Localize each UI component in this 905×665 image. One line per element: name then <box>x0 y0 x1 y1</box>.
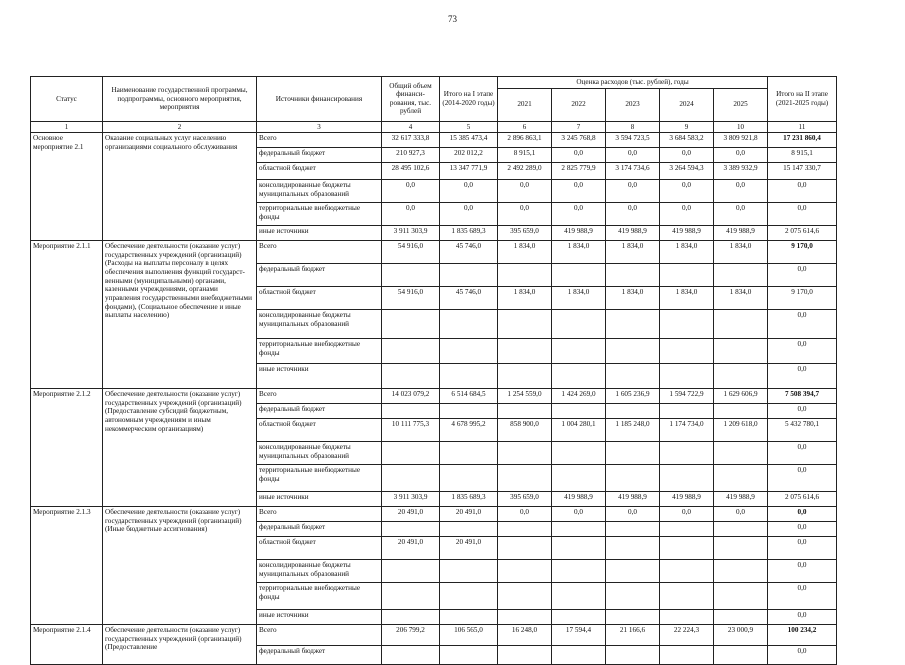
value-cell: 395 659,0 <box>498 226 552 241</box>
value-cell: 0,0 <box>768 583 837 610</box>
source-cell: иные источники <box>257 364 382 389</box>
value-cell: 419 988,9 <box>660 226 714 241</box>
value-cell <box>498 583 552 610</box>
value-cell: 419 988,9 <box>660 492 714 507</box>
value-cell: 0,0 <box>552 507 606 522</box>
value-cell: 2 492 289,0 <box>498 163 552 180</box>
header-row <box>31 77 837 89</box>
value-cell: 3 684 583,2 <box>660 133 714 148</box>
value-cell <box>714 646 768 665</box>
name-cell: Оказание социальных услуг населению организациями социального обслуживания <box>103 133 257 241</box>
value-cell <box>660 465 714 492</box>
value-cell: 0,0 <box>660 203 714 226</box>
value-cell <box>440 264 498 287</box>
table-row <box>31 389 837 404</box>
source-cell: консолидированные бюджеты муниципальных образований <box>257 442 382 465</box>
value-cell: 0,0 <box>768 180 837 203</box>
source-cell: консолидированные бюджеты муниципальных образований <box>257 560 382 583</box>
source-cell: территориальные внебюджетные фонды <box>257 203 382 226</box>
value-cell: 3 389 932,9 <box>714 163 768 180</box>
value-cell <box>552 339 606 364</box>
value-cell <box>552 310 606 339</box>
value-cell: 0,0 <box>660 148 714 163</box>
value-cell: 0,0 <box>660 507 714 522</box>
value-cell <box>382 264 440 287</box>
value-cell: 23 000,9 <box>714 625 768 646</box>
value-cell <box>552 610 606 625</box>
value-cell <box>498 404 552 419</box>
value-cell: 419 988,9 <box>552 226 606 241</box>
value-cell: 54 916,0 <box>382 241 440 264</box>
name-cell: Обеспечение деятельности (оказание услуг) государственных учреждений (организаций) (Предоставление субсидий бюджетным, автономным учреждениям и иным некоммерческим организациям) <box>103 389 257 507</box>
value-cell: 0,0 <box>768 537 837 560</box>
value-cell <box>440 442 498 465</box>
value-cell: 0,0 <box>714 507 768 522</box>
source-cell: консолидированные бюджеты муниципальных образований <box>257 310 382 339</box>
source-cell: Всего <box>257 507 382 522</box>
value-cell: 3 809 921,8 <box>714 133 768 148</box>
value-cell <box>498 610 552 625</box>
value-cell: 32 617 333,8 <box>382 133 440 148</box>
value-cell: 0,0 <box>768 203 837 226</box>
value-cell: 16 248,0 <box>498 625 552 646</box>
value-cell: 1 834,0 <box>552 241 606 264</box>
header-year: 2022 <box>552 88 606 121</box>
value-cell: 0,0 <box>382 180 440 203</box>
value-cell: 5 432 780,1 <box>768 419 837 442</box>
value-cell <box>552 537 606 560</box>
source-cell: иные источники <box>257 492 382 507</box>
value-cell: 0,0 <box>714 148 768 163</box>
value-cell: 20 491,0 <box>382 507 440 522</box>
value-cell: 0,0 <box>768 404 837 419</box>
value-cell <box>552 364 606 389</box>
value-cell <box>498 560 552 583</box>
source-cell: территориальные внебюджетные фонды <box>257 339 382 364</box>
value-cell: 419 988,9 <box>606 226 660 241</box>
status-cell: Основное мероприятие 2.1 <box>31 133 103 241</box>
value-cell: 45 746,0 <box>440 287 498 310</box>
value-cell <box>498 522 552 537</box>
value-cell <box>382 560 440 583</box>
value-cell: 28 495 102,6 <box>382 163 440 180</box>
value-cell <box>440 583 498 610</box>
value-cell <box>498 364 552 389</box>
column-index: 9 <box>660 121 714 132</box>
source-cell: федеральный бюджет <box>257 148 382 163</box>
value-cell: 20 491,0 <box>440 537 498 560</box>
value-cell: 0,0 <box>440 180 498 203</box>
source-cell: иные источники <box>257 610 382 625</box>
column-index: 8 <box>606 121 660 132</box>
value-cell <box>440 522 498 537</box>
header-total-volume: Общий объем финанси-рования, тыс. рублей <box>382 77 440 122</box>
source-cell: Всего <box>257 389 382 404</box>
value-cell: 206 799,2 <box>382 625 440 646</box>
value-cell: 1 834,0 <box>606 287 660 310</box>
value-cell: 17 231 860,4 <box>768 133 837 148</box>
value-cell <box>714 264 768 287</box>
name-cell: Обеспечение деятельности (оказание услуг) государственных учреждений (организаций) (Предоставление <box>103 625 257 665</box>
value-cell <box>606 610 660 625</box>
source-cell: областной бюджет <box>257 537 382 560</box>
value-cell: 1 004 280,1 <box>552 419 606 442</box>
value-cell: 14 023 079,2 <box>382 389 440 404</box>
value-cell: 1 605 236,9 <box>606 389 660 404</box>
source-cell: областной бюджет <box>257 163 382 180</box>
table-row <box>31 507 837 522</box>
column-index-row <box>31 121 837 132</box>
value-cell: 419 988,9 <box>714 492 768 507</box>
column-index: 4 <box>382 121 440 132</box>
value-cell: 13 347 771,9 <box>440 163 498 180</box>
value-cell <box>382 442 440 465</box>
value-cell: 210 927,3 <box>382 148 440 163</box>
value-cell: 1 834,0 <box>498 287 552 310</box>
value-cell <box>660 583 714 610</box>
value-cell: 3 911 303,9 <box>382 226 440 241</box>
table-row <box>31 241 837 264</box>
column-index: 3 <box>257 121 382 132</box>
value-cell: 17 594,4 <box>552 625 606 646</box>
value-cell: 858 900,0 <box>498 419 552 442</box>
value-cell: 54 916,0 <box>382 287 440 310</box>
page-number: 73 <box>448 14 457 24</box>
value-cell: 4 678 995,2 <box>440 419 498 442</box>
value-cell <box>714 364 768 389</box>
value-cell <box>714 537 768 560</box>
column-index: 10 <box>714 121 768 132</box>
value-cell: 1 834,0 <box>498 241 552 264</box>
source-cell: федеральный бюджет <box>257 646 382 665</box>
value-cell <box>552 465 606 492</box>
value-cell: 21 166,6 <box>606 625 660 646</box>
value-cell <box>606 339 660 364</box>
value-cell: 8 915,1 <box>768 148 837 163</box>
value-cell <box>498 442 552 465</box>
value-cell: 419 988,9 <box>714 226 768 241</box>
source-cell: Всего <box>257 133 382 148</box>
value-cell: 1 834,0 <box>552 287 606 310</box>
source-cell: областной бюджет <box>257 287 382 310</box>
value-cell <box>382 522 440 537</box>
source-cell: иные источники <box>257 226 382 241</box>
header-year: 2024 <box>660 88 714 121</box>
value-cell: 0,0 <box>768 560 837 583</box>
value-cell <box>552 646 606 665</box>
source-cell: территориальные внебюджетные фонды <box>257 583 382 610</box>
value-cell: 419 988,9 <box>552 492 606 507</box>
value-cell <box>382 465 440 492</box>
value-cell <box>660 339 714 364</box>
value-cell <box>606 560 660 583</box>
value-cell <box>714 610 768 625</box>
value-cell: 2 075 614,6 <box>768 492 837 507</box>
source-cell: территориальные внебюджетные фонды <box>257 465 382 492</box>
value-cell: 1 174 734,0 <box>660 419 714 442</box>
header-year: 2021 <box>498 88 552 121</box>
value-cell <box>498 264 552 287</box>
value-cell <box>714 310 768 339</box>
value-cell <box>714 465 768 492</box>
value-cell: 0,0 <box>498 180 552 203</box>
value-cell: 1 834,0 <box>606 241 660 264</box>
value-cell: 3 174 734,6 <box>606 163 660 180</box>
value-cell: 0,0 <box>498 507 552 522</box>
status-cell: Мероприятие 2.1.3 <box>31 507 103 625</box>
value-cell: 0,0 <box>660 180 714 203</box>
value-cell: 395 659,0 <box>498 492 552 507</box>
value-cell: 0,0 <box>714 180 768 203</box>
value-cell: 15 147 330,7 <box>768 163 837 180</box>
value-cell <box>498 646 552 665</box>
value-cell: 2 896 863,1 <box>498 133 552 148</box>
value-cell <box>552 522 606 537</box>
header-year: 2023 <box>606 88 660 121</box>
value-cell <box>552 264 606 287</box>
value-cell <box>440 646 498 665</box>
value-cell <box>606 310 660 339</box>
value-cell: 9 170,0 <box>768 241 837 264</box>
value-cell: 0,0 <box>768 442 837 465</box>
value-cell: 0,0 <box>768 610 837 625</box>
value-cell: 8 915,1 <box>498 148 552 163</box>
value-cell <box>606 364 660 389</box>
status-cell: Мероприятие 2.1.4 <box>31 625 103 665</box>
value-cell: 1 835 689,3 <box>440 492 498 507</box>
name-cell: Обеспечение деятельности (оказание услуг) государственных учреждений (организаций) (Расходы на выплаты персоналу в целях обеспечения выполнения функций государст-венными (муниципальными) органами, казенными учреждениями, органами управления государственными внебюджетными фондами), (Социальное обеспечение и иные выплаты населению) <box>103 241 257 389</box>
source-cell: Всего <box>257 625 382 646</box>
value-cell <box>660 537 714 560</box>
value-cell: 1 835 689,3 <box>440 226 498 241</box>
value-cell <box>552 560 606 583</box>
value-cell: 0,0 <box>714 203 768 226</box>
value-cell: 3 911 303,9 <box>382 492 440 507</box>
value-cell <box>660 404 714 419</box>
value-cell: 22 224,3 <box>660 625 714 646</box>
value-cell: 0,0 <box>768 264 837 287</box>
value-cell: 2 825 779,9 <box>552 163 606 180</box>
value-cell <box>606 442 660 465</box>
value-cell: 1 424 269,0 <box>552 389 606 404</box>
table-body <box>31 133 837 665</box>
value-cell: 100 234,2 <box>768 625 837 646</box>
value-cell <box>382 646 440 665</box>
header-stage2: Итого на II этапе (2021-2025 годы) <box>768 77 837 122</box>
value-cell <box>660 364 714 389</box>
header-estimate: Оценка расходов (тыс. рублей), годы <box>498 77 768 89</box>
value-cell <box>606 583 660 610</box>
value-cell <box>660 560 714 583</box>
source-cell: федеральный бюджет <box>257 404 382 419</box>
value-cell: 0,0 <box>552 203 606 226</box>
value-cell: 1 629 606,9 <box>714 389 768 404</box>
value-cell: 3 264 594,3 <box>660 163 714 180</box>
value-cell: 0,0 <box>552 148 606 163</box>
value-cell: 6 514 684,5 <box>440 389 498 404</box>
table-row <box>31 625 837 646</box>
column-index: 6 <box>498 121 552 132</box>
value-cell <box>382 310 440 339</box>
value-cell <box>498 537 552 560</box>
value-cell <box>606 465 660 492</box>
value-cell: 0,0 <box>606 507 660 522</box>
column-index: 2 <box>103 121 257 132</box>
value-cell: 1 834,0 <box>660 287 714 310</box>
value-cell: 3 594 723,5 <box>606 133 660 148</box>
value-cell: 1 594 722,9 <box>660 389 714 404</box>
value-cell <box>714 442 768 465</box>
value-cell: 0,0 <box>606 148 660 163</box>
value-cell <box>498 339 552 364</box>
value-cell: 0,0 <box>768 465 837 492</box>
value-cell: 106 565,0 <box>440 625 498 646</box>
value-cell <box>606 522 660 537</box>
value-cell: 0,0 <box>382 203 440 226</box>
value-cell <box>660 646 714 665</box>
value-cell <box>714 404 768 419</box>
value-cell <box>660 310 714 339</box>
column-index: 5 <box>440 121 498 132</box>
value-cell: 1 185 248,0 <box>606 419 660 442</box>
value-cell: 0,0 <box>768 522 837 537</box>
value-cell: 202 012,2 <box>440 148 498 163</box>
value-cell <box>660 442 714 465</box>
value-cell <box>714 522 768 537</box>
value-cell: 9 170,0 <box>768 287 837 310</box>
value-cell: 0,0 <box>606 180 660 203</box>
column-index: 1 <box>31 121 103 132</box>
value-cell <box>714 560 768 583</box>
value-cell <box>660 264 714 287</box>
value-cell: 1 254 559,0 <box>498 389 552 404</box>
value-cell: 0,0 <box>552 180 606 203</box>
value-cell <box>498 465 552 492</box>
value-cell: 0,0 <box>606 203 660 226</box>
value-cell: 0,0 <box>768 364 837 389</box>
value-cell <box>382 339 440 364</box>
header-year: 2025 <box>714 88 768 121</box>
header-name: Наименование государственной программы, подпрограммы, основного мероприятия, мероприятия <box>103 77 257 122</box>
value-cell <box>606 404 660 419</box>
value-cell <box>382 404 440 419</box>
value-cell: 1 834,0 <box>714 287 768 310</box>
value-cell <box>440 364 498 389</box>
value-cell: 2 075 614,6 <box>768 226 837 241</box>
header-status: Статус <box>31 77 103 122</box>
status-cell: Мероприятие 2.1.1 <box>31 241 103 389</box>
value-cell <box>440 404 498 419</box>
value-cell: 0,0 <box>768 339 837 364</box>
source-cell: областной бюджет <box>257 419 382 442</box>
column-index: 11 <box>768 121 837 132</box>
column-index: 7 <box>552 121 606 132</box>
value-cell <box>440 310 498 339</box>
value-cell: 3 245 768,8 <box>552 133 606 148</box>
value-cell: 0,0 <box>768 310 837 339</box>
value-cell <box>714 339 768 364</box>
value-cell <box>660 522 714 537</box>
source-cell: Всего <box>257 241 382 264</box>
value-cell <box>552 442 606 465</box>
budget-table <box>30 76 837 665</box>
source-cell: консолидированные бюджеты муниципальных образований <box>257 180 382 203</box>
value-cell: 20 491,0 <box>382 537 440 560</box>
table-row <box>31 133 837 148</box>
value-cell: 7 508 394,7 <box>768 389 837 404</box>
status-cell: Мероприятие 2.1.2 <box>31 389 103 507</box>
value-cell <box>660 610 714 625</box>
value-cell <box>498 310 552 339</box>
value-cell <box>606 537 660 560</box>
value-cell <box>440 610 498 625</box>
value-cell <box>382 364 440 389</box>
value-cell <box>606 264 660 287</box>
source-cell: федеральный бюджет <box>257 522 382 537</box>
value-cell <box>440 339 498 364</box>
value-cell: 1 834,0 <box>660 241 714 264</box>
value-cell: 10 111 775,3 <box>382 419 440 442</box>
header-stage1: Итого на I этапе (2014-2020 годы) <box>440 77 498 122</box>
value-cell <box>440 465 498 492</box>
value-cell <box>714 583 768 610</box>
value-cell: 20 491,0 <box>440 507 498 522</box>
value-cell <box>552 583 606 610</box>
value-cell <box>552 404 606 419</box>
value-cell: 0,0 <box>440 203 498 226</box>
value-cell: 0,0 <box>768 646 837 665</box>
value-cell: 45 746,0 <box>440 241 498 264</box>
value-cell: 0,0 <box>768 507 837 522</box>
value-cell <box>382 583 440 610</box>
name-cell: Обеспечение деятельности (оказание услуг) государственных учреждений (организаций) (Иные бюджетные ассигнования) <box>103 507 257 625</box>
value-cell <box>606 646 660 665</box>
value-cell: 419 988,9 <box>606 492 660 507</box>
value-cell <box>440 560 498 583</box>
value-cell: 15 385 473,4 <box>440 133 498 148</box>
value-cell: 1 209 618,0 <box>714 419 768 442</box>
value-cell <box>382 610 440 625</box>
header-sources: Источники финансирования <box>257 77 382 122</box>
value-cell: 0,0 <box>498 203 552 226</box>
source-cell: федеральный бюджет <box>257 264 382 287</box>
value-cell: 1 834,0 <box>714 241 768 264</box>
